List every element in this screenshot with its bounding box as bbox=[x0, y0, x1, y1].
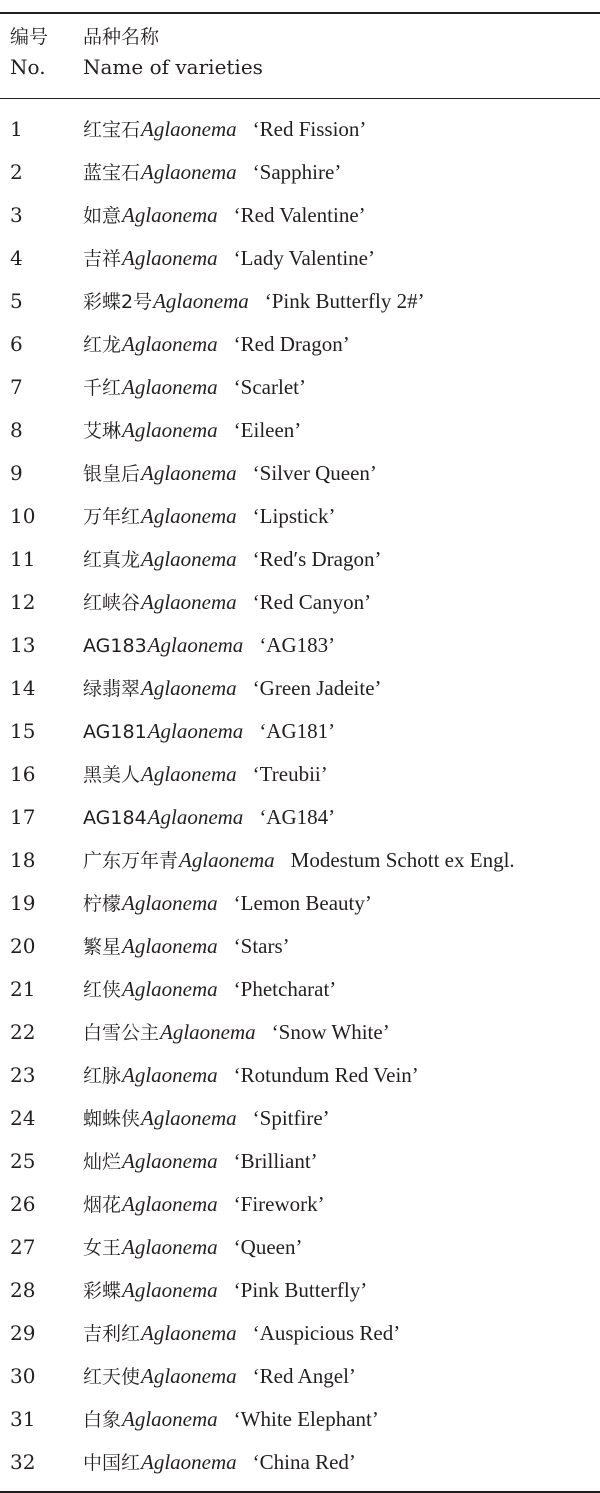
variety-cultivar: ‘Lady Valentine’ bbox=[233, 246, 375, 270]
variety-cultivar: ‘Eileen’ bbox=[233, 418, 302, 442]
variety-genus: Aglaonema bbox=[122, 977, 218, 1001]
table-row bbox=[0, 539, 600, 582]
table-row bbox=[0, 1141, 600, 1184]
variety-cultivar: ‘Red Dragon’ bbox=[233, 332, 350, 356]
table-row bbox=[0, 238, 600, 281]
variety-cultivar: ‘White Elephant’ bbox=[233, 1407, 379, 1431]
table-row bbox=[0, 1012, 600, 1055]
variety-name bbox=[83, 373, 306, 402]
variety-chinese-name: 蓝宝石 bbox=[83, 162, 141, 184]
variety-cultivar: ‘Phetcharat’ bbox=[233, 977, 337, 1001]
variety-genus: Aglaonema bbox=[141, 160, 237, 184]
variety-cultivar: Modestum Schott ex Engl. bbox=[290, 848, 515, 872]
variety-chinese-name: 吉祥 bbox=[83, 248, 122, 270]
variety-genus: Aglaonema bbox=[141, 1106, 237, 1130]
variety-name bbox=[83, 1104, 330, 1133]
variety-cultivar: ‘Firework’ bbox=[233, 1192, 325, 1216]
table-row bbox=[0, 109, 600, 152]
variety-name bbox=[83, 889, 372, 918]
variety-chinese-name: 吉利红 bbox=[83, 1323, 141, 1345]
variety-chinese-name: AG183 bbox=[83, 635, 147, 657]
variety-cultivar: ‘Red Valentine’ bbox=[233, 203, 366, 227]
row-number: 1 bbox=[10, 117, 23, 141]
variety-name bbox=[83, 1190, 325, 1219]
variety-genus: Aglaonema bbox=[153, 289, 249, 313]
variety-genus: Aglaonema bbox=[179, 848, 275, 872]
variety-name bbox=[83, 674, 382, 703]
variety-cultivar: ‘AG181’ bbox=[259, 719, 336, 743]
variety-name bbox=[83, 1018, 390, 1047]
variety-name bbox=[83, 1362, 356, 1391]
table-row bbox=[0, 1399, 600, 1442]
variety-name bbox=[83, 1233, 302, 1262]
row-number: 10 bbox=[10, 504, 36, 528]
variety-name bbox=[83, 846, 515, 875]
variety-name bbox=[83, 1061, 419, 1090]
variety-cultivar: ‘Auspicious Red’ bbox=[252, 1321, 401, 1345]
variety-cultivar: ‘Scarlet’ bbox=[233, 375, 306, 399]
variety-cultivar: ‘Red Canyon’ bbox=[252, 590, 372, 614]
variety-chinese-name: 女王 bbox=[83, 1237, 122, 1259]
row-number: 29 bbox=[10, 1321, 36, 1345]
variety-genus: Aglaonema bbox=[141, 1321, 237, 1345]
table-row bbox=[0, 1227, 600, 1270]
row-number: 26 bbox=[10, 1192, 36, 1216]
variety-name bbox=[83, 201, 366, 230]
variety-name bbox=[83, 803, 335, 832]
header-number-cn: 编号 bbox=[10, 26, 49, 48]
variety-cultivar: ‘Red′s Dragon’ bbox=[252, 547, 382, 571]
variety-chinese-name: 千红 bbox=[83, 377, 122, 399]
variety-chinese-name: AG181 bbox=[83, 721, 147, 743]
table-row bbox=[0, 1055, 600, 1098]
variety-genus: Aglaonema bbox=[141, 461, 237, 485]
header-name-column bbox=[83, 22, 263, 82]
variety-chinese-name: 红侠 bbox=[83, 979, 122, 1001]
variety-cultivar: ‘Red Fission’ bbox=[252, 117, 367, 141]
row-number: 22 bbox=[10, 1020, 36, 1044]
variety-chinese-name: AG184 bbox=[83, 807, 147, 829]
variety-chinese-name: 红峡谷 bbox=[83, 592, 141, 614]
row-number: 23 bbox=[10, 1063, 36, 1087]
row-number: 12 bbox=[10, 590, 36, 614]
variety-chinese-name: 红龙 bbox=[83, 334, 122, 356]
row-number: 9 bbox=[10, 461, 23, 485]
variety-cultivar: ‘Brilliant’ bbox=[233, 1149, 318, 1173]
row-number: 15 bbox=[10, 719, 36, 743]
variety-genus: Aglaonema bbox=[122, 891, 218, 915]
row-number: 31 bbox=[10, 1407, 36, 1431]
row-number: 3 bbox=[10, 203, 23, 227]
variety-genus: Aglaonema bbox=[147, 805, 244, 829]
variety-genus: Aglaonema bbox=[122, 1149, 218, 1173]
variety-cultivar: ‘Lipstick’ bbox=[252, 504, 336, 528]
variety-name bbox=[83, 760, 328, 789]
variety-cultivar: ‘Pink Butterfly 2#’ bbox=[264, 289, 425, 313]
variety-name bbox=[83, 932, 290, 961]
variety-name bbox=[83, 631, 335, 660]
header-name-en: Name of varieties bbox=[83, 55, 263, 79]
variety-genus: Aglaonema bbox=[141, 1450, 237, 1474]
table-row bbox=[0, 1270, 600, 1313]
table-row bbox=[0, 195, 600, 238]
row-number: 24 bbox=[10, 1106, 36, 1130]
varieties-table bbox=[0, 12, 600, 1493]
variety-cultivar: ‘Rotundum Red Vein’ bbox=[233, 1063, 419, 1087]
row-number: 28 bbox=[10, 1278, 36, 1302]
row-number: 27 bbox=[10, 1235, 36, 1259]
variety-cultivar: ‘Queen’ bbox=[233, 1235, 303, 1259]
variety-name bbox=[83, 1147, 318, 1176]
variety-name bbox=[83, 545, 381, 574]
variety-cultivar: ‘Sapphire’ bbox=[252, 160, 342, 184]
variety-genus: Aglaonema bbox=[141, 1364, 237, 1388]
row-number: 6 bbox=[10, 332, 23, 356]
variety-name bbox=[83, 115, 366, 144]
table-row bbox=[0, 797, 600, 840]
row-number: 18 bbox=[10, 848, 36, 872]
table-header bbox=[0, 14, 600, 92]
row-number: 14 bbox=[10, 676, 36, 700]
header-number-column bbox=[10, 22, 48, 82]
row-number: 21 bbox=[10, 977, 36, 1001]
variety-chinese-name: 如意 bbox=[83, 205, 122, 227]
variety-genus: Aglaonema bbox=[122, 246, 218, 270]
variety-cultivar: ‘Treubii’ bbox=[252, 762, 328, 786]
variety-genus: Aglaonema bbox=[122, 418, 218, 442]
table-row bbox=[0, 152, 600, 195]
table-row bbox=[0, 1356, 600, 1399]
variety-genus: Aglaonema bbox=[147, 633, 244, 657]
variety-name bbox=[83, 502, 335, 531]
variety-cultivar: ‘Silver Queen’ bbox=[252, 461, 377, 485]
variety-genus: Aglaonema bbox=[122, 1278, 218, 1302]
table-row bbox=[0, 453, 600, 496]
variety-genus: Aglaonema bbox=[141, 762, 237, 786]
variety-name bbox=[83, 588, 371, 617]
row-number: 32 bbox=[10, 1450, 36, 1474]
row-number: 8 bbox=[10, 418, 23, 442]
table-row bbox=[0, 496, 600, 539]
variety-chinese-name: 红宝石 bbox=[83, 119, 141, 141]
variety-chinese-name: 白雪公主 bbox=[83, 1022, 160, 1044]
variety-cultivar: ‘Lemon Beauty’ bbox=[233, 891, 372, 915]
variety-chinese-name: 灿烂 bbox=[83, 1151, 122, 1173]
variety-name bbox=[83, 1319, 400, 1348]
row-number: 13 bbox=[10, 633, 36, 657]
table-row bbox=[0, 969, 600, 1012]
table-row bbox=[0, 324, 600, 367]
variety-chinese-name: 绿翡翠 bbox=[83, 678, 141, 700]
variety-genus: Aglaonema bbox=[122, 332, 218, 356]
row-number: 30 bbox=[10, 1364, 36, 1388]
row-number: 17 bbox=[10, 805, 36, 829]
table-row bbox=[0, 840, 600, 883]
row-number: 2 bbox=[10, 160, 23, 184]
variety-genus: Aglaonema bbox=[141, 504, 237, 528]
variety-genus: Aglaonema bbox=[141, 547, 237, 571]
variety-name bbox=[83, 244, 375, 273]
variety-chinese-name: 银皇后 bbox=[83, 463, 141, 485]
row-number: 20 bbox=[10, 934, 36, 958]
variety-cultivar: ‘AG184’ bbox=[259, 805, 336, 829]
variety-chinese-name: 彩蝶2号 bbox=[83, 291, 153, 313]
variety-chinese-name: 广东万年青 bbox=[83, 850, 179, 872]
table-row bbox=[0, 367, 600, 410]
variety-genus: Aglaonema bbox=[141, 590, 237, 614]
variety-genus: Aglaonema bbox=[141, 676, 237, 700]
table-row bbox=[0, 1184, 600, 1227]
row-number: 5 bbox=[10, 289, 23, 313]
variety-name bbox=[83, 158, 341, 187]
variety-name bbox=[83, 1448, 356, 1477]
row-number: 7 bbox=[10, 375, 23, 399]
variety-name bbox=[83, 287, 425, 316]
variety-name bbox=[83, 330, 350, 359]
variety-genus: Aglaonema bbox=[147, 719, 244, 743]
table-row bbox=[0, 883, 600, 926]
row-number: 25 bbox=[10, 1149, 36, 1173]
table-row bbox=[0, 754, 600, 797]
table-row bbox=[0, 1313, 600, 1356]
variety-name bbox=[83, 975, 336, 1004]
variety-cultivar: ‘Green Jadeite’ bbox=[252, 676, 382, 700]
variety-cultivar: ‘AG183’ bbox=[259, 633, 336, 657]
variety-genus: Aglaonema bbox=[122, 1063, 218, 1087]
table-row bbox=[0, 281, 600, 324]
variety-name bbox=[83, 1405, 379, 1434]
variety-cultivar: ‘Snow White’ bbox=[271, 1020, 390, 1044]
variety-cultivar: ‘Stars’ bbox=[233, 934, 290, 958]
variety-chinese-name: 中国红 bbox=[83, 1452, 141, 1474]
variety-cultivar: ‘Pink Butterfly’ bbox=[233, 1278, 368, 1302]
table-row bbox=[0, 1098, 600, 1141]
variety-genus: Aglaonema bbox=[122, 203, 218, 227]
variety-name bbox=[83, 416, 301, 445]
variety-chinese-name: 万年红 bbox=[83, 506, 141, 528]
variety-chinese-name: 红天使 bbox=[83, 1366, 141, 1388]
table-body bbox=[0, 99, 600, 1485]
row-number: 4 bbox=[10, 246, 23, 270]
row-number: 19 bbox=[10, 891, 36, 915]
table-row bbox=[0, 582, 600, 625]
variety-name bbox=[83, 459, 377, 488]
table-row bbox=[0, 668, 600, 711]
variety-genus: Aglaonema bbox=[141, 117, 237, 141]
variety-cultivar: ‘China Red’ bbox=[252, 1450, 356, 1474]
variety-chinese-name: 繁星 bbox=[83, 936, 122, 958]
variety-chinese-name: 柠檬 bbox=[83, 893, 122, 915]
header-name-cn: 品种名称 bbox=[83, 26, 160, 48]
variety-genus: Aglaonema bbox=[122, 1407, 218, 1431]
variety-chinese-name: 红脉 bbox=[83, 1065, 122, 1087]
variety-genus: Aglaonema bbox=[122, 1192, 218, 1216]
variety-name bbox=[83, 717, 335, 746]
variety-genus: Aglaonema bbox=[160, 1020, 256, 1044]
variety-chinese-name: 彩蝶 bbox=[83, 1280, 122, 1302]
row-number: 11 bbox=[10, 547, 36, 571]
variety-genus: Aglaonema bbox=[122, 934, 218, 958]
table-row bbox=[0, 625, 600, 668]
header-number-en: No. bbox=[10, 55, 46, 79]
variety-chinese-name: 白象 bbox=[83, 1409, 122, 1431]
table-row bbox=[0, 410, 600, 453]
table-row bbox=[0, 711, 600, 754]
table-row bbox=[0, 926, 600, 969]
variety-cultivar: ‘Spitfire’ bbox=[252, 1106, 330, 1130]
variety-chinese-name: 艾琳 bbox=[83, 420, 122, 442]
row-number: 16 bbox=[10, 762, 36, 786]
variety-name bbox=[83, 1276, 367, 1305]
variety-chinese-name: 红真龙 bbox=[83, 549, 141, 571]
variety-chinese-name: 黑美人 bbox=[83, 764, 141, 786]
variety-chinese-name: 烟花 bbox=[83, 1194, 122, 1216]
variety-genus: Aglaonema bbox=[122, 375, 218, 399]
variety-chinese-name: 蜘蛛侠 bbox=[83, 1108, 141, 1130]
variety-cultivar: ‘Red Angel’ bbox=[252, 1364, 356, 1388]
variety-genus: Aglaonema bbox=[122, 1235, 218, 1259]
